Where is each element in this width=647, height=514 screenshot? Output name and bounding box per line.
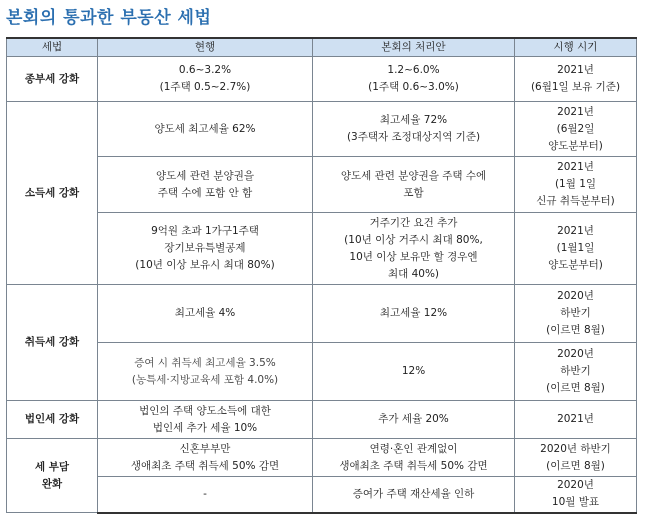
category-cell: 소득세 강화 xyxy=(7,102,98,285)
table-row xyxy=(7,102,637,157)
proposal-cell: 증여가 주택 재산세율 인하 xyxy=(313,477,515,513)
table-header-row xyxy=(7,38,637,57)
proposal-cell: 양도세 관련 분양권을 주택 수에 포함 xyxy=(313,157,515,213)
date-cell: 2020년 하반기 (이르면 8월) xyxy=(515,439,637,477)
date-cell: 2021년 (6월2일 양도분부터) xyxy=(515,102,637,157)
proposal-cell: 최고세율 12% xyxy=(313,285,515,343)
date-cell: 2021년 (1월 1일 신규 취득분부터) xyxy=(515,157,637,213)
current-cell: 양도세 관련 분양권을 주택 수에 포함 안 함 xyxy=(98,157,313,213)
date-cell: 2021년 (1월1일 양도분부터) xyxy=(515,213,637,285)
table-row xyxy=(7,343,637,401)
proposal-cell: 최고세율 72% (3주택자 조정대상지역 기준) xyxy=(313,102,515,157)
current-cell: - xyxy=(98,477,313,513)
date-cell: 2021년 (6월1일 보유 기준) xyxy=(515,57,637,102)
category-cell: 취득세 강화 xyxy=(7,285,98,401)
current-cell: 증여 시 취득세 최고세율 3.5% (농특세·지방교육세 포함 4.0%) xyxy=(98,343,313,401)
table-row xyxy=(7,213,637,285)
table-row xyxy=(7,57,637,102)
header-effective-date: 시행 시기 xyxy=(515,38,637,57)
date-cell: 2021년 xyxy=(515,401,637,439)
table-row xyxy=(7,477,637,513)
category-cell: 종부세 강화 xyxy=(7,57,98,102)
proposal-cell: 12% xyxy=(313,343,515,401)
header-tax-law: 세법 xyxy=(7,38,98,57)
date-cell: 2020년 하반기 (이르면 8월) xyxy=(515,285,637,343)
table-row xyxy=(7,157,637,213)
current-cell: 0.6~3.2% (1주택 0.5~2.7%) xyxy=(98,57,313,102)
table-row xyxy=(7,285,637,343)
tax-law-table xyxy=(6,37,636,514)
page-title: 본회의 통과한 부동산 세법 xyxy=(6,8,212,28)
current-cell: 법인의 주택 양도소득에 대한 법인세 추가 세율 10% xyxy=(98,401,313,439)
proposal-cell: 추가 세율 20% xyxy=(313,401,515,439)
current-cell: 양도세 최고세율 62% xyxy=(98,102,313,157)
current-cell: 9억원 초과 1가구1주택 장기보유특별공제 (10년 이상 보유시 최대 80%) xyxy=(98,213,313,285)
date-cell: 2020년 10월 발표 xyxy=(515,477,637,513)
proposal-cell: 거주기간 요건 추가 (10년 이상 거주시 최대 80%, 10년 이상 보유만 할 경우엔 최대 40%) xyxy=(313,213,515,285)
header-current: 현행 xyxy=(98,38,313,57)
header-proposal: 본회의 처리안 xyxy=(313,38,515,57)
current-cell: 신혼부부만 생애최초 주택 취득세 50% 감면 xyxy=(98,439,313,477)
proposal-cell: 연령·혼인 관계없이 생애최초 주택 취득세 50% 감면 xyxy=(313,439,515,477)
current-cell: 최고세율 4% xyxy=(98,285,313,343)
proposal-cell: 1.2~6.0% (1주택 0.6~3.0%) xyxy=(313,57,515,102)
table-row xyxy=(7,401,637,439)
category-cell: 법인세 강화 xyxy=(7,401,98,439)
table-row xyxy=(7,439,637,477)
category-cell: 세 부담 완화 xyxy=(7,439,98,513)
date-cell: 2020년 하반기 (이르면 8월) xyxy=(515,343,637,401)
